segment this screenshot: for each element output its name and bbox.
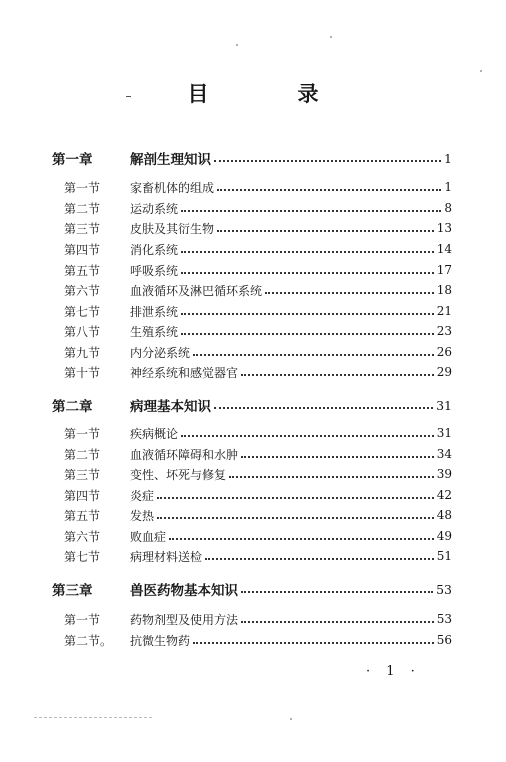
section-title: 变性、坏死与修复 — [130, 467, 227, 482]
page-number: 18 — [436, 283, 452, 297]
section-row — [64, 302, 452, 320]
section-number: 第一节 — [64, 426, 101, 441]
section-number: 第二节。 — [64, 633, 113, 648]
section-number: 第九节 — [64, 345, 101, 360]
section-title: 药物剂型及使用方法 — [130, 612, 239, 627]
page-number: 31 — [436, 426, 452, 440]
section-title: 呼吸系统 — [130, 263, 179, 278]
page-number: 29 — [436, 365, 452, 379]
dot-leader — [181, 435, 434, 437]
dot-leader — [265, 292, 434, 294]
dot-leader — [181, 251, 434, 253]
section-number: 第五节 — [64, 263, 101, 278]
section-number: 第一节 — [64, 180, 101, 195]
chapter-1-row — [52, 149, 452, 167]
section-title: 病理材料送检 — [130, 549, 203, 564]
dot-leader — [181, 313, 434, 315]
dot-leader — [217, 230, 434, 232]
section-number: 第七节 — [64, 304, 101, 319]
scan-artifact-dot — [480, 70, 482, 72]
section-row — [64, 547, 452, 565]
section-title: 皮肤及其衍生物 — [130, 221, 215, 236]
scan-artifact-line — [34, 717, 152, 718]
section-row — [64, 281, 452, 299]
scan-artifact-dot — [290, 718, 292, 720]
dot-leader — [205, 558, 434, 560]
chapter-3-row — [52, 580, 452, 598]
page-number: 48 — [436, 508, 452, 522]
chapter-2-row — [52, 396, 452, 414]
dot-leader — [157, 497, 434, 499]
section-row — [64, 261, 452, 279]
section-number: 第四节 — [64, 242, 101, 257]
page-number: 23 — [436, 324, 452, 338]
section-number: 第二节 — [64, 447, 101, 462]
page-number: 1 — [444, 180, 452, 194]
footer-page-number: · 1 · — [366, 664, 421, 679]
section-title: 血液循环障碍和水肿 — [130, 447, 239, 462]
chapter-title: 兽医药物基本知识 — [130, 583, 238, 599]
scan-artifact-dot — [330, 36, 332, 38]
section-number: 第七节 — [64, 549, 101, 564]
section-row — [64, 240, 452, 258]
section-row — [64, 445, 452, 463]
page-number: 1 — [444, 150, 452, 166]
section-row — [64, 465, 452, 483]
page-number: 51 — [436, 549, 452, 563]
page-title: 目 录 — [187, 82, 353, 106]
page-number: 21 — [436, 304, 452, 318]
section-title: 生殖系统 — [130, 324, 179, 339]
section-row — [64, 506, 452, 524]
section-row — [64, 631, 452, 649]
dot-leader — [193, 354, 434, 356]
section-number: 第六节 — [64, 283, 101, 298]
section-row — [64, 527, 452, 545]
section-number: 第四节 — [64, 488, 101, 503]
section-row — [64, 610, 452, 628]
dot-leader — [157, 517, 434, 519]
section-row — [64, 322, 452, 340]
section-row — [64, 343, 452, 361]
section-number: 第六节 — [64, 529, 101, 544]
page-number: 13 — [436, 221, 452, 235]
chapter-number: 第一章 — [52, 152, 93, 168]
page-number: 42 — [436, 488, 452, 502]
dot-leader — [217, 189, 441, 191]
section-title: 家畜机体的组成 — [130, 180, 215, 195]
section-title: 消化系统 — [130, 242, 179, 257]
page-number: 26 — [436, 345, 452, 359]
dot-leader — [241, 456, 434, 458]
page-number: 56 — [436, 633, 452, 647]
section-number: 第一节 — [64, 612, 101, 627]
section-row — [64, 363, 452, 381]
section-title: 抗微生物药 — [130, 633, 191, 648]
section-title: 神经系统和感觉器官 — [130, 365, 239, 380]
dot-leader — [241, 374, 434, 376]
section-number: 第二节 — [64, 201, 101, 216]
dot-leader — [214, 407, 433, 409]
section-row — [64, 486, 452, 504]
dot-leader — [214, 160, 441, 162]
section-number: 第三节 — [64, 221, 101, 236]
page-number: 49 — [436, 529, 452, 543]
page-number: 17 — [436, 263, 452, 277]
dot-leader — [241, 621, 434, 623]
page-number: 34 — [436, 447, 452, 461]
section-number: 第十节 — [64, 365, 101, 380]
section-title: 内分泌系统 — [130, 345, 191, 360]
section-number: 第三节 — [64, 467, 101, 482]
chapter-number: 第二章 — [52, 399, 93, 415]
dot-leader — [229, 476, 434, 478]
section-row — [64, 424, 452, 442]
section-row — [64, 199, 452, 217]
dot-leader — [241, 591, 433, 593]
section-row — [64, 219, 452, 237]
section-title: 排泄系统 — [130, 304, 179, 319]
section-title: 血液循环及淋巴循环系统 — [130, 283, 263, 298]
page-number: 31 — [436, 397, 452, 413]
dot-leader — [181, 210, 441, 212]
page-number: 39 — [436, 467, 452, 481]
page-number: 53 — [436, 612, 452, 626]
page-number: 8 — [444, 201, 452, 215]
dot-leader — [169, 538, 434, 540]
section-title: 运动系统 — [130, 201, 179, 216]
scan-artifact-dot — [236, 44, 238, 46]
dot-leader — [181, 272, 434, 274]
section-title: 疾病概论 — [130, 426, 179, 441]
section-number: 第五节 — [64, 508, 101, 523]
section-title: 败血症 — [130, 529, 167, 544]
page-number: 53 — [436, 581, 452, 597]
section-number: 第八节 — [64, 324, 101, 339]
dot-leader — [193, 642, 434, 644]
chapter-title: 解剖生理知识 — [130, 152, 211, 168]
dot-leader — [181, 333, 434, 335]
chapter-number: 第三章 — [52, 583, 93, 599]
page-number: 14 — [436, 242, 452, 256]
section-title: 发热 — [130, 508, 155, 523]
section-row — [64, 178, 452, 196]
chapter-title: 病理基本知识 — [130, 399, 211, 415]
section-title: 炎症 — [130, 488, 155, 503]
